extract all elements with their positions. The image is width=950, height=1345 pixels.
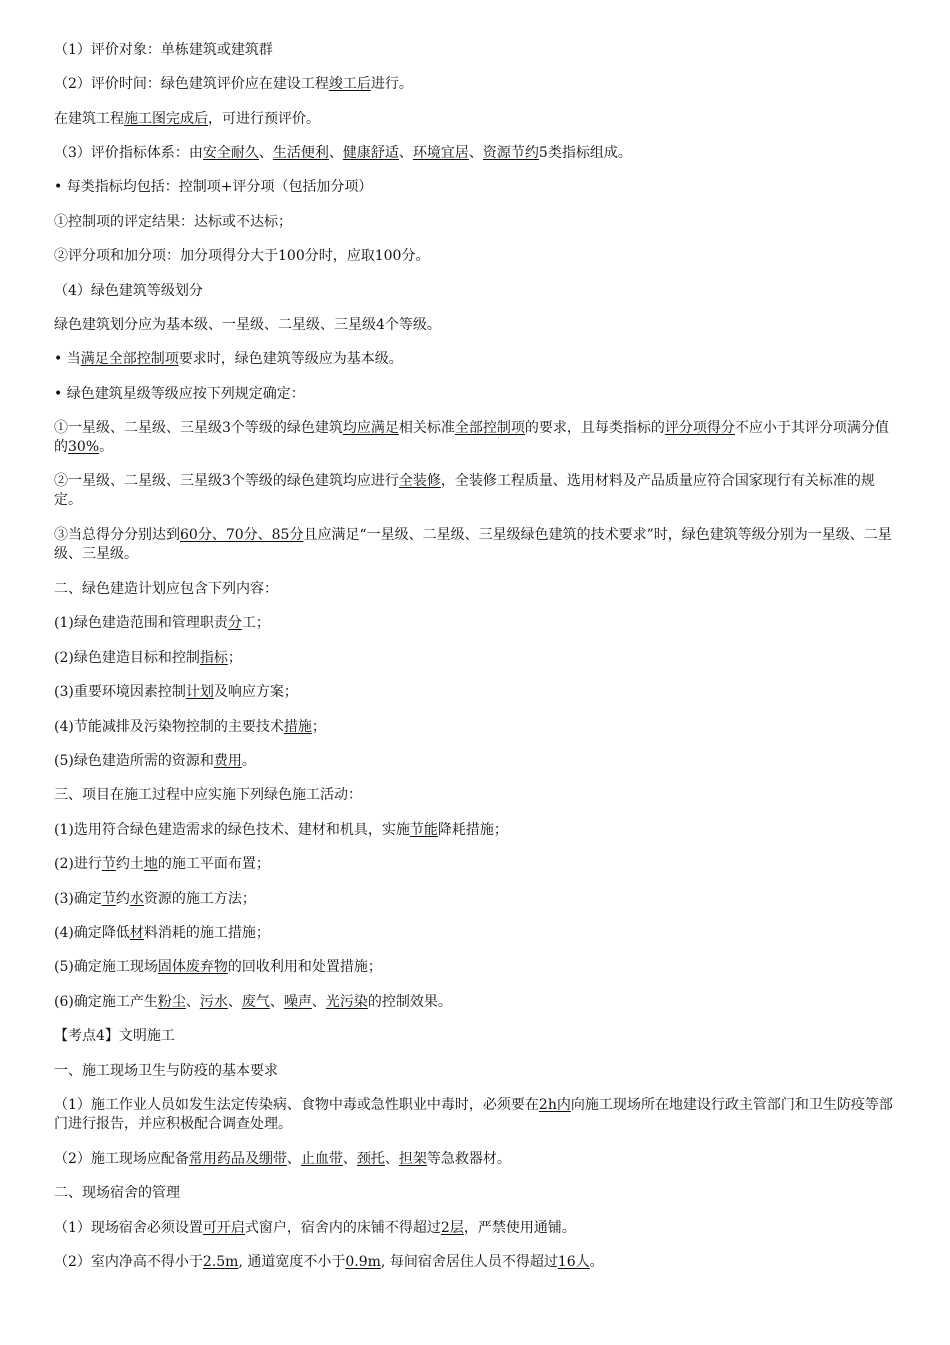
- text-run: (3)重要环境因素控制: [54, 684, 186, 700]
- text-run: , 通道宽度不小于: [238, 1254, 346, 1270]
- text-run: 、: [398, 145, 413, 161]
- paragraph: [54, 1219, 896, 1238]
- paragraph: [54, 1150, 896, 1169]
- paragraph: [54, 1253, 896, 1272]
- underlined-term: 0.9m: [345, 1254, 381, 1270]
- text-run: 、: [185, 994, 200, 1010]
- underlined-term: 资源节约: [482, 145, 539, 161]
- text-run: 。: [241, 753, 256, 769]
- text-run: 、: [286, 1151, 301, 1167]
- underlined-term: 废气: [241, 994, 270, 1010]
- underlined-term: 健康舒适: [342, 145, 399, 161]
- text-run: ；: [227, 650, 242, 666]
- paragraph: [54, 41, 896, 60]
- text-run: 一、施工现场卫生与防疫的基本要求: [54, 1063, 278, 1079]
- text-run: （3）评价指标体系：由: [54, 145, 203, 161]
- text-run: ；: [311, 719, 326, 735]
- underlined-term: 安全耐久: [202, 145, 259, 161]
- underlined-term: 2层: [440, 1220, 464, 1236]
- underlined-term: 固体废弃物: [157, 959, 228, 975]
- underlined-term: 竣工后: [328, 76, 371, 92]
- text-run: ①控制项的评定结果：达标或不达标；: [54, 214, 292, 230]
- paragraph: [54, 350, 896, 369]
- paragraph: [54, 786, 896, 805]
- underlined-term: 全部控制项: [454, 420, 525, 436]
- text-run: • 每类指标均包括：控制项+评分项（包括加分项）: [54, 179, 373, 195]
- text-run: 的回收利用和处置措施；: [227, 959, 382, 975]
- text-run: （2）室内净高不得小于: [54, 1254, 203, 1270]
- underlined-term: 颈托: [356, 1151, 385, 1167]
- paragraph: [54, 1184, 896, 1203]
- underlined-term: 全装修: [398, 473, 441, 489]
- underlined-term: 常用药品及绷带: [188, 1151, 287, 1167]
- text-run: 在建筑工程: [54, 111, 124, 127]
- text-run: ，严禁使用通铺。: [463, 1220, 576, 1236]
- underlined-term: 满足全部控制项: [80, 351, 179, 367]
- text-run: 及响应方案；: [213, 684, 298, 700]
- underlined-term: 生活便利: [272, 145, 329, 161]
- paragraph: [54, 526, 896, 564]
- text-run: (5)绿色建造所需的资源和: [54, 753, 214, 769]
- text-run: 二、绿色建造计划应包含下列内容：: [54, 581, 278, 597]
- paragraph: [54, 718, 896, 737]
- paragraph: [54, 385, 896, 404]
- paragraph: [54, 75, 896, 94]
- paragraph: [54, 110, 896, 129]
- text-run: (3)确定: [54, 891, 102, 907]
- paragraph: [54, 821, 896, 840]
- text-run: 工；: [241, 615, 270, 631]
- paragraph: [54, 316, 896, 335]
- text-run: 5类指标组成。: [538, 145, 632, 161]
- text-run: （2）施工现场应配备: [54, 1151, 189, 1167]
- paragraph: [54, 1096, 896, 1134]
- paragraph: [54, 614, 896, 633]
- text-run: 。: [99, 439, 114, 455]
- paragraph: [54, 1027, 896, 1046]
- text-run: ①一星级、二星级、三星级3个等级的绿色建筑: [54, 420, 343, 436]
- text-run: 等急救器材。: [426, 1151, 511, 1167]
- underlined-term: 止血带: [300, 1151, 343, 1167]
- text-run: 不应小于其评分项满分值的: [54, 420, 889, 455]
- text-run: 资源的施工方法；: [143, 891, 256, 907]
- underlined-term: 地: [143, 856, 158, 872]
- text-run: 、: [384, 1151, 399, 1167]
- paragraph: [54, 472, 896, 510]
- text-run: 约: [115, 891, 130, 907]
- underlined-term: 担架: [398, 1151, 427, 1167]
- paragraph: [54, 958, 896, 977]
- text-run: (4)节能减排及污染物控制的主要技术: [54, 719, 284, 735]
- underlined-term: 材: [129, 925, 144, 941]
- text-run: 的施工平面布置；: [157, 856, 270, 872]
- underlined-term: 计划: [185, 684, 214, 700]
- text-run: ③当总得分分别达到: [54, 527, 180, 543]
- text-run: 、: [468, 145, 483, 161]
- text-run: （1）施工作业人员如发生法定传染病、食物中毒或急性职业中毒时，必须要在: [54, 1097, 539, 1113]
- underlined-term: 2.5m: [202, 1254, 239, 1270]
- underlined-term: 水: [129, 891, 144, 907]
- underlined-term: 环境宜居: [412, 145, 469, 161]
- text-run: (4)确定降低: [54, 925, 130, 941]
- text-run: 向施工现场所在地建设行政主管部门和卫生防疫等部门进行报告，并应积极配合调查处理。: [54, 1097, 893, 1132]
- text-run: （2）评价时间：绿色建筑评价应在建设工程: [54, 76, 329, 92]
- underlined-term: 措施: [283, 719, 312, 735]
- text-run: 的要求，且每类指标的: [524, 420, 665, 436]
- text-run: 二、现场宿舍的管理: [54, 1185, 180, 1201]
- underlined-term: 评分项得分: [664, 420, 735, 436]
- paragraph: [54, 580, 896, 599]
- text-run: ，可进行预评价。: [208, 111, 320, 127]
- underlined-term: 节: [101, 891, 116, 907]
- paragraph: [54, 1062, 896, 1081]
- text-run: 、: [342, 1151, 357, 1167]
- underlined-term: 16人: [557, 1254, 590, 1270]
- text-run: ②评分项和加分项：加分项得分大于100分时，应取100分。: [54, 248, 430, 264]
- paragraph: [54, 247, 896, 266]
- text-run: (1)绿色建造范围和管理职责: [54, 615, 228, 631]
- text-run: (2)进行: [54, 856, 102, 872]
- text-run: 、: [269, 994, 284, 1010]
- text-run: 相关标准: [398, 420, 455, 436]
- text-run: ②一星级、二星级、三星级3个等级的绿色建筑均应进行: [54, 473, 399, 489]
- text-run: （1）评价对象：单栋建筑或建筑群: [54, 42, 273, 58]
- paragraph: [54, 282, 896, 301]
- text-run: (1)选用符合绿色建造需求的绿色技术、建材和机具，实施: [54, 822, 410, 838]
- underlined-term: 2h内: [538, 1097, 571, 1113]
- text-run: ，全装修工程质量、选用材料及产品质量应符合国家现行有关标准的规定。: [54, 473, 875, 508]
- paragraph: [54, 855, 896, 874]
- text-run: , 每间宿舍居住人员不得超过: [380, 1254, 558, 1270]
- text-run: (2)绿色建造目标和控制: [54, 650, 200, 666]
- text-run: 、: [311, 994, 326, 1010]
- underlined-term: 30%: [68, 439, 100, 455]
- paragraph: [54, 178, 896, 197]
- underlined-term: 分: [227, 615, 242, 631]
- text-run: 【考点4】文明施工: [54, 1028, 175, 1044]
- text-run: 且应满足“一星级、二星级、三星级绿色建筑的技术要求”时，绿色建筑等级分别为一星级、二星级、三星级。: [54, 527, 892, 562]
- underlined-term: 噪声: [283, 994, 312, 1010]
- paragraph: [54, 683, 896, 702]
- text-run: (5)确定施工现场: [54, 959, 158, 975]
- text-run: （4）绿色建筑等级划分: [54, 283, 203, 299]
- paragraph: [54, 213, 896, 232]
- underlined-term: 费用: [213, 753, 242, 769]
- text-run: 、: [258, 145, 273, 161]
- text-run: 、: [328, 145, 343, 161]
- text-run: 要求时，绿色建筑等级应为基本级。: [178, 351, 403, 367]
- text-run: 约土: [115, 856, 144, 872]
- paragraph: [54, 924, 896, 943]
- text-run: 式窗户，宿舍内的床铺不得超过: [244, 1220, 441, 1236]
- underlined-term: 60分、70分、85分: [180, 527, 304, 543]
- text-run: 、: [227, 994, 242, 1010]
- text-run: 的控制效果。: [367, 994, 452, 1010]
- paragraph: [54, 890, 896, 909]
- underlined-term: 节能: [409, 822, 438, 838]
- text-run: • 当: [54, 351, 81, 367]
- paragraph: [54, 419, 896, 457]
- text-run: 。: [589, 1254, 604, 1270]
- underlined-term: 施工图完成后: [124, 111, 208, 127]
- paragraph: [54, 144, 896, 163]
- underlined-term: 可开启: [202, 1220, 245, 1236]
- text-run: 进行。: [370, 76, 413, 92]
- underlined-term: 粉尘: [157, 994, 186, 1010]
- underlined-term: 污水: [199, 994, 228, 1010]
- text-run: • 绿色建筑星级等级应按下列规定确定：: [54, 386, 305, 402]
- underlined-term: 光污染: [325, 994, 368, 1010]
- underlined-term: 节: [101, 856, 116, 872]
- underlined-term: 均应满足: [342, 420, 399, 436]
- underlined-term: 指标: [199, 650, 228, 666]
- paragraph: [54, 993, 896, 1012]
- text-run: 料消耗的施工措施；: [143, 925, 270, 941]
- text-run: 绿色建筑划分应为基本级、一星级、二星级、三星级4个等级。: [54, 317, 441, 333]
- paragraph: [54, 752, 896, 771]
- paragraph: [54, 649, 896, 668]
- text-run: (6)确定施工产生: [54, 994, 158, 1010]
- text-run: 三、项目在施工过程中应实施下列绿色施工活动：: [54, 787, 362, 803]
- text-run: 降耗措施；: [437, 822, 508, 838]
- text-run: （1）现场宿舍必须设置: [54, 1220, 203, 1236]
